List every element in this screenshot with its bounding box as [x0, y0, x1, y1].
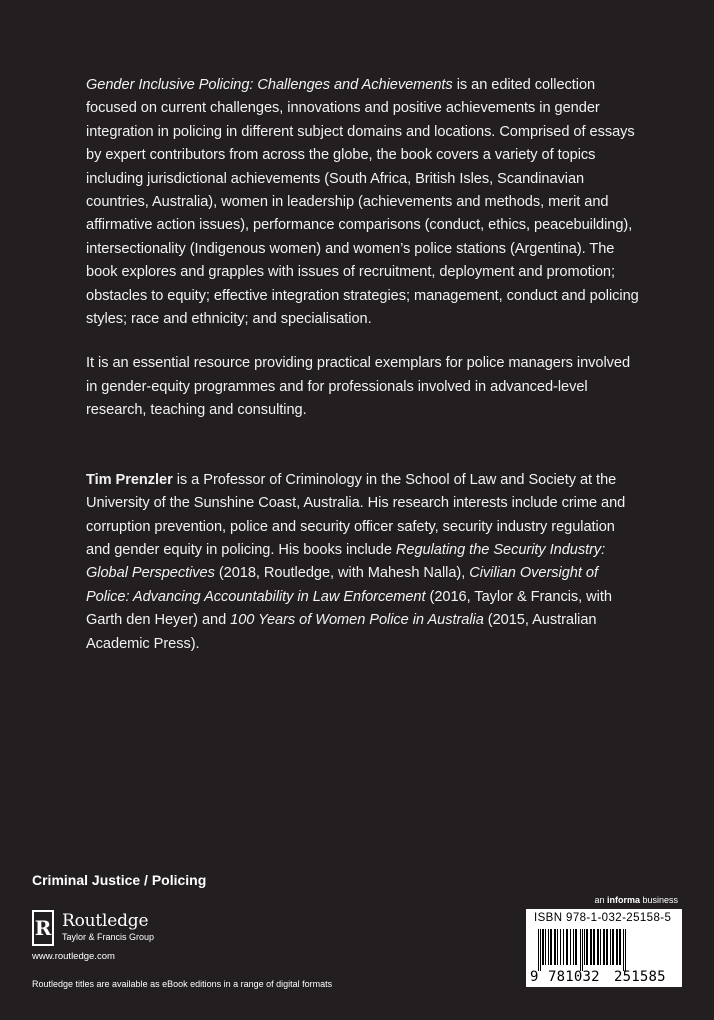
barcode-bar: [557, 929, 558, 965]
informa-brand: informa: [606, 895, 640, 905]
bio-text: (2018, Routledge, with Mahesh Nalla),: [214, 565, 470, 582]
audience-paragraph: It is an essential resource providing practical exemplars for police managers involved in gender-equity programmes and for professionals involved in advanced-level research, teaching and consulting.: [86, 355, 631, 419]
barcode-bar: [563, 929, 564, 965]
barcode-digits-right: 251585: [614, 969, 666, 985]
barcode-bar: [550, 929, 552, 965]
ebook-note: Routledge titles are available as eBook editions in a range of digital formats: [32, 979, 333, 989]
barcode-bar: [542, 929, 544, 965]
barcode-bar: [623, 929, 624, 971]
publisher-group: Taylor & Francis Group: [62, 932, 155, 942]
bio-book-title: 100 Years of Women Police in Australia: [230, 612, 484, 629]
barcode-bar: [575, 929, 577, 965]
barcode-bar: [616, 929, 618, 965]
informa-tagline: [594, 895, 678, 905]
barcode-bar: [566, 929, 568, 965]
bio-book-title: Regulating the Security Industry: Global Perspectives: [86, 541, 606, 582]
barcode-bar: [619, 929, 621, 965]
barcode-digits-left: 781032: [548, 969, 600, 985]
barcode-bar: [610, 929, 611, 965]
barcode-bar: [600, 929, 601, 965]
bio-text: is a Professor of Criminology in the School of Law and Society at the University of the Sunshine Coast, Australia. His research interests include crime and corruption prevention, police and security officer safety, security industry regulation and gender equity in policing. His books include: [86, 471, 626, 558]
subject-category: Criminal Justice / Policing: [32, 872, 207, 888]
barcode-bar: [554, 929, 556, 965]
barcode-bar: [560, 929, 561, 965]
author-bio: [86, 469, 642, 656]
barcode-bar: [540, 929, 541, 971]
bio-text: (2016, Taylor & Francis, with Garth den Heyer) and: [86, 588, 612, 629]
barcode-bar: [573, 929, 574, 965]
barcode-bars: [534, 929, 674, 971]
publisher-website: www.routledge.com: [32, 951, 115, 962]
barcode-bar: [538, 929, 539, 971]
author-name: Tim Prenzler: [86, 471, 173, 488]
informa-prefix: an: [594, 895, 607, 905]
barcode-bar: [582, 929, 583, 971]
back-cover-blurb: [86, 74, 642, 677]
bio-text: (2015, Australian Academic Press).: [86, 612, 597, 652]
isbn-label: ISBN 978-1-032-25158-5: [534, 912, 672, 924]
barcode-bar: [586, 929, 588, 965]
description-paragraph: [86, 74, 642, 331]
barcode-bar: [584, 929, 585, 965]
barcode-bar: [570, 929, 571, 965]
publisher-logo: [32, 908, 172, 948]
barcode-bar: [593, 929, 595, 965]
barcode-bar: [612, 929, 614, 965]
barcode-bar: [597, 929, 599, 965]
description-text: is an edited collection focused on current challenges, innovations and positive achievements in gender integration in policing in different subject domains and locations. Comprised of essays by expert contributors from across the globe, the book covers a variety of topics including jurisdictional achievements (South Africa, British Isles, Scandinavian countries, Australia), women in leadership (achievements and methods, merit and affirmative action issues), performance comparisons (conduct, ethics, peacebuilding), intersectionality (Indigenous women) and women’s police stations (Argentina). The book explores and grapples with issues of recruitment, deployment and promotion; obstacles to equity; effective integration strategies; management, conduct and policing styles; race and ethnicity; and specialisation.: [86, 77, 639, 328]
informa-suffix: business: [639, 895, 678, 905]
barcode-bar: [548, 929, 549, 965]
barcode-bar: [590, 929, 592, 965]
bio-book-title: Civilian Oversight of Police: Advancing Accountability in Law Enforcement: [86, 565, 598, 605]
barcode-bar: [580, 929, 581, 971]
barcode-bar: [545, 929, 546, 965]
barcode-digit-first: 9: [530, 969, 539, 985]
barcode-bar: [625, 929, 626, 971]
barcode-bar: [603, 929, 605, 965]
isbn-barcode: [526, 909, 682, 987]
barcode-bar: [606, 929, 608, 965]
routledge-logo-icon: [32, 910, 54, 946]
logo-letter: R: [34, 916, 52, 940]
book-title: Gender Inclusive Policing: Challenges and Achievements: [86, 77, 453, 93]
publisher-name: Routledge: [62, 911, 149, 931]
